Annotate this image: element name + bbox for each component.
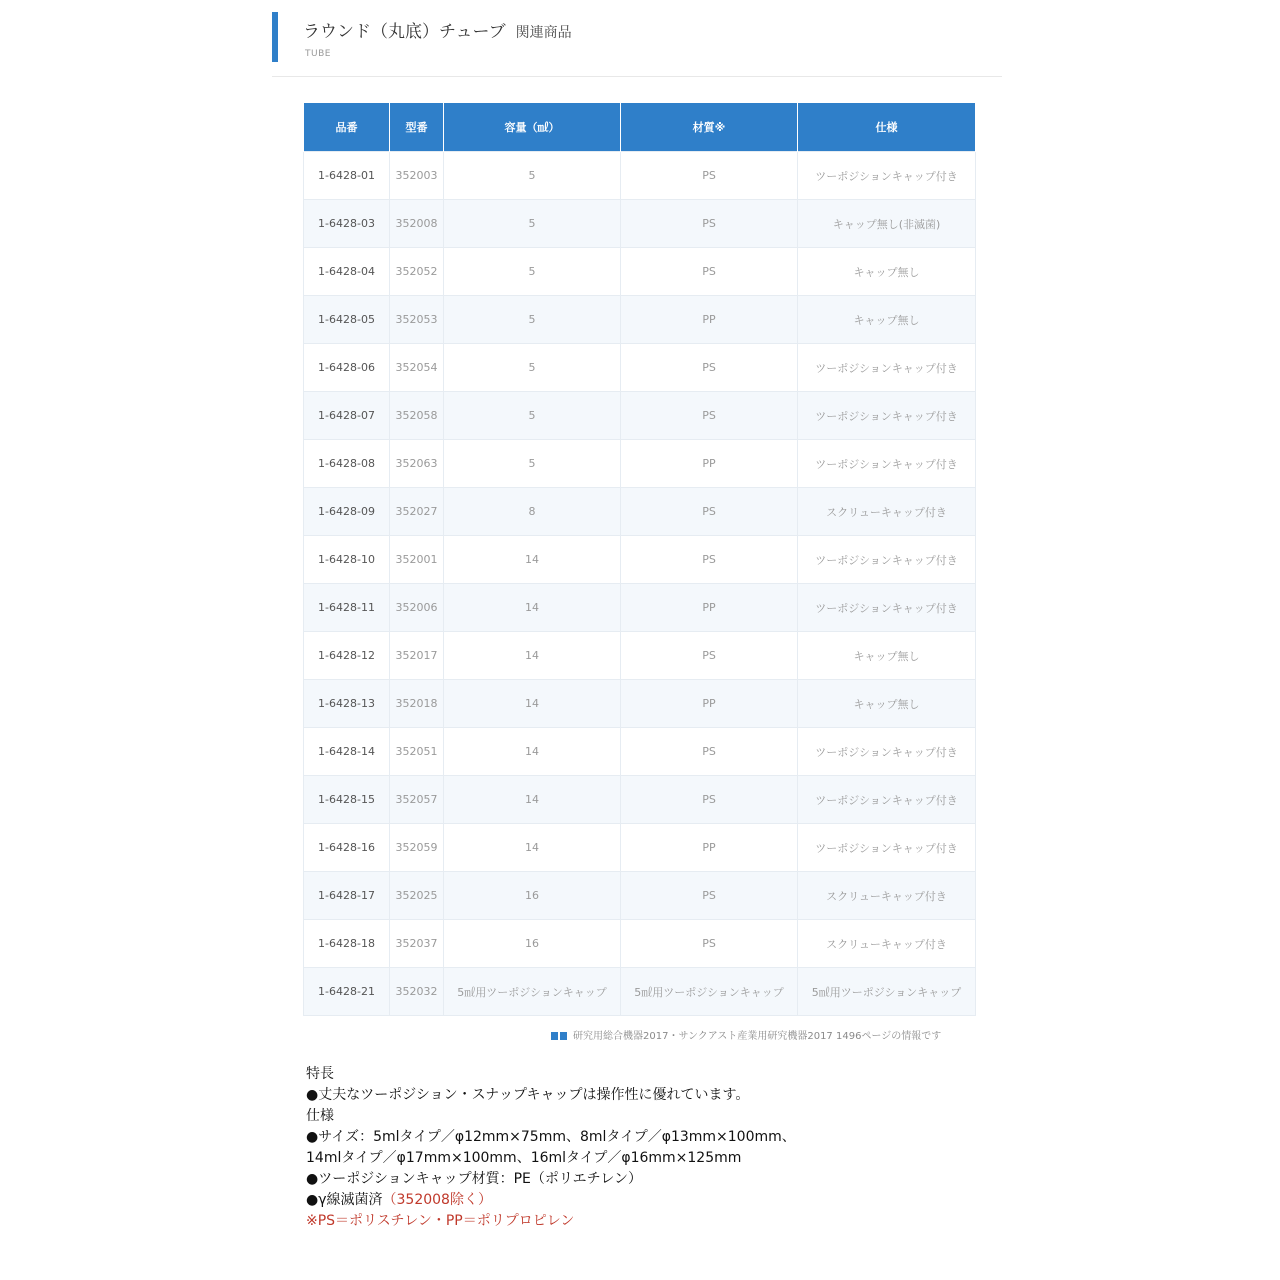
cell-specification: キャップ無し(非滅菌) bbox=[798, 200, 976, 248]
cell-specification: キャップ無し bbox=[798, 632, 976, 680]
cell-model-number: 352052 bbox=[390, 248, 444, 296]
page-title-text: ラウンド（丸底）チューブ bbox=[303, 22, 506, 42]
cell-part-number: 1-6428-10 bbox=[304, 536, 390, 584]
table-row bbox=[304, 584, 976, 632]
cell-specification: ツーポジションキャップ付き bbox=[798, 776, 976, 824]
cell-part-number: 1-6428-09 bbox=[304, 488, 390, 536]
column-header-model-number: 型番 bbox=[390, 103, 444, 152]
features-heading: 特長 bbox=[306, 1066, 334, 1082]
spec-item-size: ●サイズ：5mlタイプ／φ12mm×75mm、8mlタイプ／φ13mm×100mm、 bbox=[306, 1129, 796, 1145]
cell-material: PS bbox=[621, 392, 798, 440]
cell-material: PS bbox=[621, 632, 798, 680]
cell-specification: ツーポジションキャップ付き bbox=[798, 344, 976, 392]
spec-item-size-cont: 14mlタイプ／φ17mm×100mm、16mlタイプ／φ16mm×125mm bbox=[306, 1150, 742, 1166]
cell-material: PP bbox=[621, 440, 798, 488]
table-row bbox=[304, 872, 976, 920]
cell-capacity: 14 bbox=[444, 680, 621, 728]
cell-model-number: 352025 bbox=[390, 872, 444, 920]
cell-model-number: 352058 bbox=[390, 392, 444, 440]
table-row bbox=[304, 200, 976, 248]
cell-capacity: 14 bbox=[444, 728, 621, 776]
column-header-part-number: 品番 bbox=[304, 103, 390, 152]
page-title bbox=[303, 17, 572, 42]
catalog-book-icon bbox=[560, 1032, 567, 1040]
cell-material: PP bbox=[621, 680, 798, 728]
cell-part-number: 1-6428-17 bbox=[304, 872, 390, 920]
cell-model-number: 352018 bbox=[390, 680, 444, 728]
cell-part-number: 1-6428-04 bbox=[304, 248, 390, 296]
cell-part-number: 1-6428-05 bbox=[304, 296, 390, 344]
cell-material: PP bbox=[621, 584, 798, 632]
table-row bbox=[304, 968, 976, 1016]
cell-capacity: 16 bbox=[444, 920, 621, 968]
cell-specification: ツーポジションキャップ付き bbox=[798, 152, 976, 200]
cell-specification: ツーポジションキャップ付き bbox=[798, 392, 976, 440]
table-body bbox=[304, 152, 976, 1016]
header-divider bbox=[272, 76, 1002, 77]
cell-part-number: 1-6428-12 bbox=[304, 632, 390, 680]
cell-part-number: 1-6428-06 bbox=[304, 344, 390, 392]
sterile-exception: （352008除く） bbox=[382, 1192, 492, 1208]
cell-specification: ツーポジションキャップ付き bbox=[798, 728, 976, 776]
cell-model-number: 352001 bbox=[390, 536, 444, 584]
cell-part-number: 1-6428-01 bbox=[304, 152, 390, 200]
cell-capacity: 14 bbox=[444, 536, 621, 584]
title-accent-bar bbox=[272, 12, 278, 62]
cell-part-number: 1-6428-14 bbox=[304, 728, 390, 776]
cell-model-number: 352054 bbox=[390, 344, 444, 392]
related-products-label: 関連商品 bbox=[515, 25, 572, 41]
column-header-material: 材質※ bbox=[621, 103, 798, 152]
cell-capacity: 5 bbox=[444, 392, 621, 440]
spec-item-sterile bbox=[306, 1190, 796, 1211]
spec-item-cap-material: ●ツーポジションキャップ材質：PE（ポリエチレン） bbox=[306, 1171, 642, 1187]
cell-model-number: 352006 bbox=[390, 584, 444, 632]
cell-capacity: 14 bbox=[444, 632, 621, 680]
cell-model-number: 352037 bbox=[390, 920, 444, 968]
material-note: ※PS＝ポリスチレン・PP＝ポリプロピレン bbox=[306, 1213, 575, 1229]
cell-part-number: 1-6428-16 bbox=[304, 824, 390, 872]
cell-model-number: 352008 bbox=[390, 200, 444, 248]
cell-capacity: 5㎖用ツーポジションキャップ bbox=[444, 968, 621, 1016]
cell-capacity: 14 bbox=[444, 824, 621, 872]
table-row bbox=[304, 632, 976, 680]
cell-capacity: 5 bbox=[444, 248, 621, 296]
table-row bbox=[304, 344, 976, 392]
cell-material: PS bbox=[621, 248, 798, 296]
table-row bbox=[304, 152, 976, 200]
product-description bbox=[306, 1064, 796, 1232]
cell-model-number: 352027 bbox=[390, 488, 444, 536]
cell-material: PS bbox=[621, 152, 798, 200]
cell-part-number: 1-6428-18 bbox=[304, 920, 390, 968]
cell-specification: キャップ無し bbox=[798, 680, 976, 728]
cell-capacity: 14 bbox=[444, 584, 621, 632]
table-row bbox=[304, 776, 976, 824]
cell-specification: スクリューキャップ付き bbox=[798, 488, 976, 536]
cell-capacity: 5 bbox=[444, 296, 621, 344]
table-row bbox=[304, 488, 976, 536]
spec-heading: 仕様 bbox=[306, 1108, 334, 1124]
column-header-specification: 仕様 bbox=[798, 103, 976, 152]
feature-item: ●丈夫なツーポジション・スナップキャップは操作性に優れています。 bbox=[306, 1087, 750, 1103]
sterile-text: ●γ線滅菌済 bbox=[306, 1192, 383, 1208]
cell-model-number: 352057 bbox=[390, 776, 444, 824]
cell-model-number: 352017 bbox=[390, 632, 444, 680]
cell-capacity: 5 bbox=[444, 344, 621, 392]
page-subtitle: TUBE bbox=[305, 49, 331, 59]
cell-model-number: 352063 bbox=[390, 440, 444, 488]
cell-capacity: 16 bbox=[444, 872, 621, 920]
cell-capacity: 5 bbox=[444, 440, 621, 488]
cell-specification: ツーポジションキャップ付き bbox=[798, 584, 976, 632]
cell-part-number: 1-6428-15 bbox=[304, 776, 390, 824]
table-header-row bbox=[304, 103, 976, 152]
cell-material: PS bbox=[621, 776, 798, 824]
catalog-note bbox=[551, 1027, 941, 1042]
table-row bbox=[304, 440, 976, 488]
cell-material: PP bbox=[621, 296, 798, 344]
cell-material: 5㎖用ツーポジションキャップ bbox=[621, 968, 798, 1016]
cell-specification: ツーポジションキャップ付き bbox=[798, 824, 976, 872]
cell-part-number: 1-6428-08 bbox=[304, 440, 390, 488]
cell-material: PS bbox=[621, 536, 798, 584]
table-row bbox=[304, 680, 976, 728]
cell-material: PS bbox=[621, 200, 798, 248]
cell-material: PS bbox=[621, 920, 798, 968]
cell-part-number: 1-6428-07 bbox=[304, 392, 390, 440]
cell-model-number: 352051 bbox=[390, 728, 444, 776]
table-row bbox=[304, 728, 976, 776]
cell-material: PP bbox=[621, 824, 798, 872]
column-header-capacity: 容量（㎖） bbox=[444, 103, 621, 152]
table-row bbox=[304, 296, 976, 344]
cell-part-number: 1-6428-11 bbox=[304, 584, 390, 632]
cell-model-number: 352059 bbox=[390, 824, 444, 872]
cell-specification: スクリューキャップ付き bbox=[798, 872, 976, 920]
table-row bbox=[304, 392, 976, 440]
cell-material: PS bbox=[621, 728, 798, 776]
cell-specification: キャップ無し bbox=[798, 248, 976, 296]
cell-capacity: 8 bbox=[444, 488, 621, 536]
catalog-note-text: 研究用総合機器2017・サンクアスト産業用研究機器2017 1496ページの情報です bbox=[573, 1031, 942, 1042]
product-spec-table bbox=[303, 103, 976, 1016]
catalog-book-icon bbox=[551, 1032, 558, 1040]
cell-capacity: 14 bbox=[444, 776, 621, 824]
table-row bbox=[304, 824, 976, 872]
cell-material: PS bbox=[621, 344, 798, 392]
cell-part-number: 1-6428-21 bbox=[304, 968, 390, 1016]
cell-material: PS bbox=[621, 872, 798, 920]
cell-specification: キャップ無し bbox=[798, 296, 976, 344]
cell-capacity: 5 bbox=[444, 152, 621, 200]
cell-model-number: 352053 bbox=[390, 296, 444, 344]
table-row bbox=[304, 248, 976, 296]
cell-model-number: 352003 bbox=[390, 152, 444, 200]
cell-material: PS bbox=[621, 488, 798, 536]
cell-specification: ツーポジションキャップ付き bbox=[798, 536, 976, 584]
cell-specification: スクリューキャップ付き bbox=[798, 920, 976, 968]
table-row bbox=[304, 920, 976, 968]
cell-specification: 5㎖用ツーポジションキャップ bbox=[798, 968, 976, 1016]
cell-specification: ツーポジションキャップ付き bbox=[798, 440, 976, 488]
cell-model-number: 352032 bbox=[390, 968, 444, 1016]
cell-part-number: 1-6428-13 bbox=[304, 680, 390, 728]
cell-part-number: 1-6428-03 bbox=[304, 200, 390, 248]
cell-capacity: 5 bbox=[444, 200, 621, 248]
table-row bbox=[304, 536, 976, 584]
